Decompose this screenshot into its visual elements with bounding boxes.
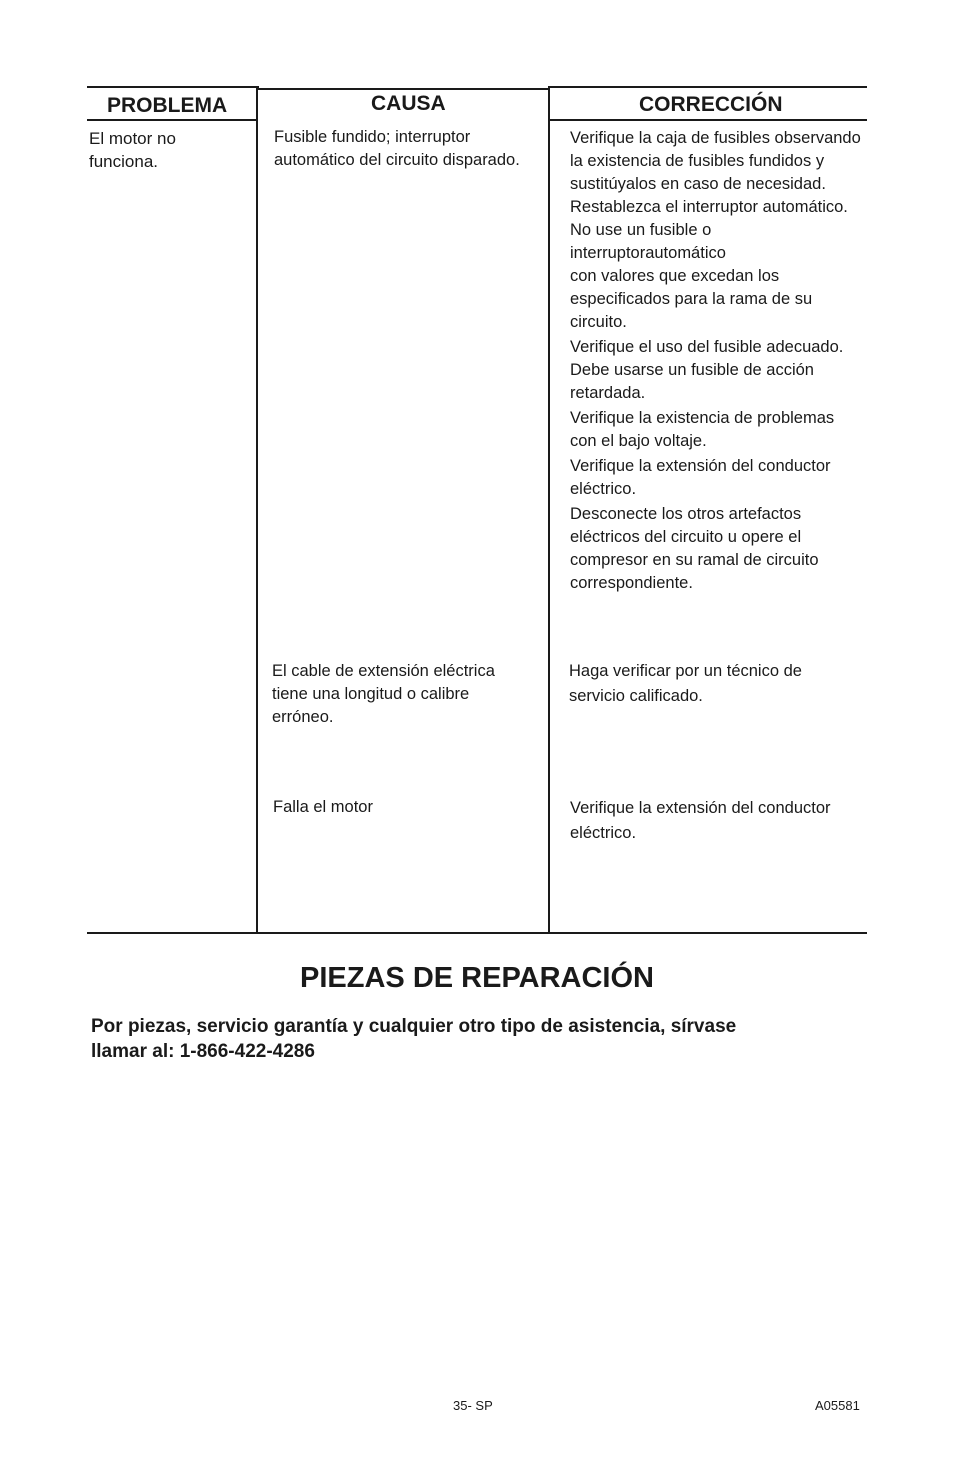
correction-line: eléctrico. <box>570 480 637 498</box>
header-cause: CAUSA <box>371 92 446 115</box>
correction-line: especificados para la rama de su <box>570 290 813 308</box>
correction-line: Verifique la extensión del conductor <box>570 799 831 817</box>
correction-line: eléctricos del circuito u opere el <box>570 528 802 546</box>
cause-line: erróneo. <box>272 708 334 726</box>
correction-line: retardada. <box>570 384 646 402</box>
problem-line: funciona. <box>89 152 158 171</box>
correction-line: Verifique la existencia de problemas <box>570 409 835 427</box>
cause-line: automático del circuito disparado. <box>274 151 520 169</box>
correction-line: Verifique la extensión del conductor <box>570 457 831 475</box>
table-column-divider-2 <box>548 86 550 934</box>
correction-line: correspondiente. <box>570 574 693 592</box>
contact-paragraph <box>91 1014 871 1064</box>
correction-line: la existencia de fusibles fundidos y <box>570 152 825 170</box>
header-correction: CORRECCIÓN <box>639 93 783 116</box>
correction-paragraph <box>570 407 866 453</box>
correction-line: Restablezca el interruptor automático. <box>570 198 848 216</box>
cause-cell-2 <box>272 660 544 729</box>
document-code: A05581 <box>815 1398 860 1413</box>
correction-paragraph <box>570 503 866 595</box>
correction-line: Verifique el uso del fusible adecuado. <box>570 338 844 356</box>
problem-cell <box>89 127 249 173</box>
correction-paragraph <box>570 455 866 501</box>
header-problem: PROBLEMA <box>107 94 228 117</box>
cause-line: El cable de extensión eléctrica <box>272 662 495 680</box>
cause-cell-1 <box>274 126 546 172</box>
table-column-divider-1 <box>256 86 258 934</box>
correction-line: servicio calificado. <box>569 687 703 705</box>
section-title: PIEZAS DE REPARACIÓN <box>300 962 654 994</box>
problem-line: El motor no <box>89 129 176 148</box>
correction-paragraph <box>570 127 866 334</box>
correction-paragraph <box>570 336 866 405</box>
table-header-rule-problem <box>87 119 257 121</box>
correction-line: compresor en su ramal de circuito <box>570 551 819 569</box>
cause-line: tiene una longitud o calibre <box>272 685 470 703</box>
correction-line: eléctrico. <box>570 824 637 842</box>
table-top-rule-right <box>549 86 867 88</box>
cause-line: Fusible fundido; interruptor <box>274 128 471 146</box>
correction-line: con el bajo voltaje. <box>570 432 707 450</box>
contact-line: llamar al: 1-866-422-4286 <box>91 1041 315 1062</box>
contact-line: Por piezas, servicio garantía y cualquier otro tipo de asistencia, sírvase <box>91 1016 737 1037</box>
cause-line: Falla el motor <box>273 798 373 816</box>
correction-line: Verifique la caja de fusibles observando <box>570 129 861 147</box>
table-top-rule-left <box>87 86 259 88</box>
table-header-rule-correction <box>549 119 867 121</box>
correction-cell-2 <box>569 659 865 711</box>
page-number: 35- SP <box>453 1398 493 1413</box>
correction-line: con valores que excedan los <box>570 267 780 285</box>
table-header-rule-cause <box>257 88 549 90</box>
correction-paragraph <box>570 796 866 846</box>
correction-line: circuito. <box>570 313 627 331</box>
correction-line: Haga verificar por un técnico de <box>569 662 802 680</box>
correction-line: sustitúyalos en caso de necesidad. <box>570 175 826 193</box>
table-bottom-rule <box>87 932 867 934</box>
correction-line: No use un fusible o interruptorautomático <box>570 221 726 262</box>
correction-cell-1 <box>570 127 866 597</box>
correction-line: Debe usarse un fusible de acción <box>570 361 814 379</box>
correction-cell-3 <box>570 796 866 848</box>
cause-cell-3 <box>273 796 545 819</box>
correction-paragraph <box>569 659 865 709</box>
correction-line: Desconecte los otros artefactos <box>570 505 802 523</box>
